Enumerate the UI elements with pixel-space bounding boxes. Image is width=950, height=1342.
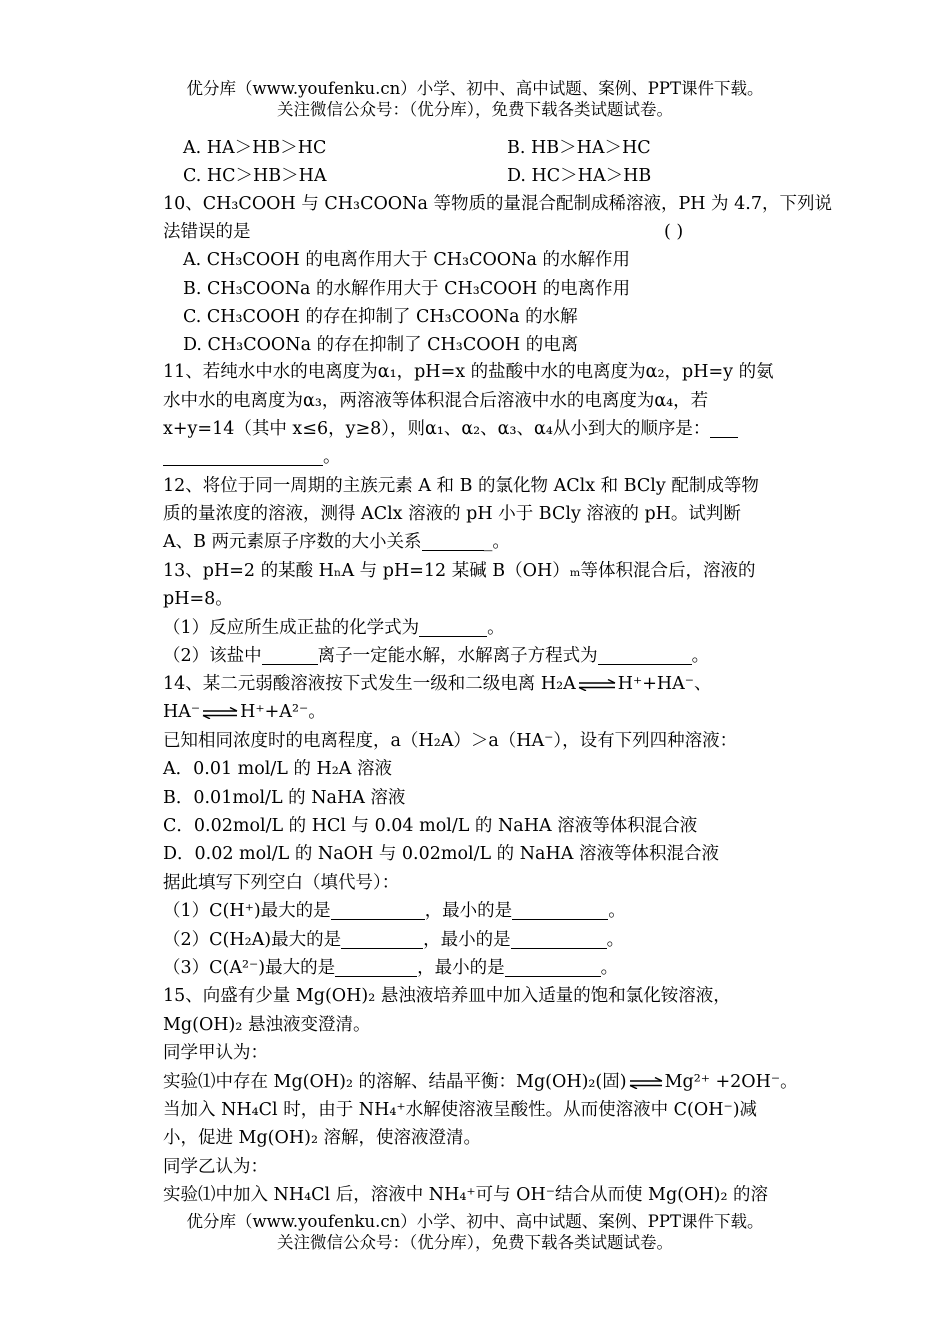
q10-option-a: A. CH₃COOH 的电离作用大于 CH₃COONa 的水解作用 bbox=[183, 250, 630, 270]
equilibrium-arrow-icon bbox=[578, 679, 616, 691]
q13-stem-line-1: 13、pH=2 的某酸 HₙA 与 pH=12 某碱 B（OH）ₘ等体积混合后，溶液的 bbox=[163, 561, 756, 581]
footer-line-2: 关注微信公众号：（优分库），免费下载各类试题试卷。 bbox=[277, 1233, 673, 1252]
q14-fill-2-text: （2）C(H₂A)最大的是 bbox=[163, 930, 342, 950]
q14-stem-line-2 bbox=[163, 700, 326, 724]
q14-option-b: B．0.01mol/L 的 NaHA 溶液 bbox=[163, 788, 406, 808]
q10-stem-line-2: 法错误的是 bbox=[163, 222, 251, 242]
q11-answer-blank-start[interactable] bbox=[710, 419, 738, 438]
q14-fill-2-end: 。 bbox=[606, 930, 625, 950]
q15-jia-line-3: 小，促进 Mg(OH)₂ 溶解，使溶液澄清。 bbox=[163, 1128, 482, 1148]
q13-sub-1-end: 。 bbox=[487, 618, 505, 638]
q11-answer-blank[interactable] bbox=[163, 447, 323, 466]
q14-option-c: C．0.02mol/L 的 HCl 与 0.04 mol/L 的 NaHA 溶液等体积混合液 bbox=[163, 816, 698, 836]
q12-end-punct: _。 bbox=[483, 532, 510, 552]
q13-equation-blank[interactable] bbox=[598, 646, 692, 665]
q15-jia-equilibrium-text: 实验⑴中存在 Mg(OH)₂ 的溶解、结晶平衡：Mg(OH)₂(固) bbox=[163, 1072, 627, 1092]
q14-stem-text: 14、某二元弱酸溶液按下式发生一级和二级电离 H₂A bbox=[163, 674, 576, 694]
q13-sub-2-end: 。 bbox=[691, 646, 710, 666]
q14-fill-3-mid: ，最小的是 bbox=[417, 958, 505, 978]
q13-sub-1-text: （1）反应所生成正盐的化学式为 bbox=[163, 618, 420, 638]
q10-option-d: D. CH₃COONa 的存在抑制了 CH₃COOH 的电离 bbox=[183, 335, 579, 355]
q9-option-b: B. HB＞HA＞HC bbox=[507, 138, 651, 158]
q13-stem-line-2: pH=8。 bbox=[163, 589, 233, 609]
q14-option-a: A．0.01 mol/L 的 H₂A 溶液 bbox=[163, 759, 393, 779]
q14-second-ionization-products: H⁺+A²⁻。 bbox=[240, 702, 326, 722]
q14-fill-2-mid: ，最小的是 bbox=[423, 930, 511, 950]
q13-sub-2-text-a: （2）该盐中 bbox=[163, 646, 262, 666]
q12-stem-line-1: 12、将位于同一周期的主族元素 A 和 B 的氯化物 AClx 和 BCly 配制成等物 bbox=[163, 476, 759, 496]
q15-stem-line-2: Mg(OH)₂ 悬浊液变澄清。 bbox=[163, 1015, 371, 1035]
q10-answer-paren: ( ) bbox=[664, 222, 684, 242]
q14-fill-3-end: 。 bbox=[600, 958, 619, 978]
q14-fill-2 bbox=[163, 928, 624, 952]
q14-h-max-blank[interactable] bbox=[331, 901, 425, 920]
q14-h-min-blank[interactable] bbox=[512, 901, 608, 920]
q10-stem-line-1: 10、CH₃COOH 与 CH₃COONa 等物质的量混合配制成稀溶液，PH 为 4.7，下列说 bbox=[163, 194, 832, 214]
q14-h2a-max-blank[interactable] bbox=[341, 930, 423, 949]
q14-fill-1 bbox=[163, 899, 626, 923]
q15-yi-line-1: 实验⑴中加入 NH₄Cl 后，溶液中 NH₄⁺可与 OH⁻结合从而使 Mg(OH)₂ 的溶 bbox=[163, 1185, 769, 1205]
q9-option-d: D. HC＞HA＞HB bbox=[507, 166, 652, 186]
q14-a2-max-blank[interactable] bbox=[335, 958, 417, 977]
q11-stem-text: x+y=14（其中 x≤6，y≥8），则α₁、α₂、α₃、α₄从小到大的顺序是： bbox=[163, 419, 711, 439]
q14-h2a-min-blank[interactable] bbox=[511, 930, 607, 949]
q14-fill-3 bbox=[163, 956, 618, 980]
equilibrium-arrow-icon bbox=[202, 707, 238, 719]
q14-first-ionization-products: H⁺+HA⁻、 bbox=[617, 674, 712, 694]
q12-stem-line-2: 质的量浓度的溶液，测得 AClx 溶液的 pH 小于 BCly 溶液的 pH。试判断 bbox=[163, 504, 741, 524]
q14-fill-1-mid: ，最小的是 bbox=[424, 901, 513, 921]
q15-jia-line-1 bbox=[163, 1070, 798, 1094]
q13-sub-2-text-b: 离子一定能水解，水解离子方程式为 bbox=[317, 646, 598, 666]
q14-fill-1-text: （1）C(H⁺)最大的是 bbox=[163, 901, 331, 921]
q9-option-a: A. HA＞HB＞HC bbox=[183, 138, 327, 158]
header-line-1: 优分库（www.youfenku.cn）小学、初中、高中试题、案例、PPT课件下载。 bbox=[186, 79, 764, 98]
q14-fill-3-text: （3）C(A²⁻)最大的是 bbox=[163, 958, 336, 978]
header-line-2: 关注微信公众号：（优分库），免费下载各类试题试卷。 bbox=[277, 100, 673, 119]
q10-option-c: C. CH₃COOH 的存在抑制了 CH₃COONa 的水解 bbox=[183, 307, 578, 327]
q15-student-jia-label: 同学甲认为： bbox=[163, 1043, 268, 1063]
q14-a2-min-blank[interactable] bbox=[505, 958, 601, 977]
q11-end-punct: 。 bbox=[323, 447, 341, 467]
q15-jia-equilibrium-products: Mg²⁺ +2OH⁻。 bbox=[664, 1072, 798, 1092]
q14-stem-line-1 bbox=[163, 672, 712, 696]
q11-stem-line-1: 11、若纯水中水的电离度为α₁，pH=x 的盐酸中水的电离度为α₂，pH=y 的氨 bbox=[163, 362, 774, 382]
q14-option-d: D．0.02 mol/L 的 NaOH 与 0.02mol/L 的 NaHA 溶液等体积混合液 bbox=[163, 844, 719, 864]
q9-option-c: C. HC＞HB＞HA bbox=[183, 166, 327, 186]
q14-ha-ion: HA⁻ bbox=[163, 702, 201, 722]
q14-fill-1-end: 。 bbox=[608, 901, 626, 921]
q10-option-b: B. CH₃COONa 的水解作用大于 CH₃COOH 的电离作用 bbox=[183, 279, 631, 299]
q13-ion-blank[interactable] bbox=[262, 646, 318, 665]
q13-salt-formula-blank[interactable] bbox=[419, 618, 487, 637]
q11-stem-line-3 bbox=[163, 417, 738, 441]
equilibrium-arrow-icon bbox=[629, 1077, 663, 1089]
q15-jia-line-2: 当加入 NH₄Cl 时，由于 NH₄⁺水解使溶液呈酸性。从而使溶液中 C(OH⁻)减 bbox=[163, 1100, 758, 1120]
q13-sub-2 bbox=[163, 644, 709, 668]
q12-stem-line-3 bbox=[163, 530, 510, 554]
q12-answer-blank[interactable] bbox=[422, 532, 484, 551]
q14-instruction: 据此填写下列空白（填代号）： bbox=[163, 873, 400, 893]
q15-stem-line-1: 15、向盛有少量 Mg(OH)₂ 悬浊液培养皿中加入适量的饱和氯化铵溶液， bbox=[163, 986, 731, 1006]
q12-stem-text: A、B 两元素原子序数的大小关系 bbox=[163, 532, 422, 552]
footer-line-1: 优分库（www.youfenku.cn）小学、初中、高中试题、案例、PPT课件下载。 bbox=[186, 1212, 764, 1231]
q13-sub-1 bbox=[163, 616, 505, 640]
q14-stem-line-3: 已知相同浓度时的电离程度，a（H₂A）＞a（HA⁻），设有下列四种溶液： bbox=[163, 731, 738, 751]
q11-stem-line-2: 水中水的电离度为α₃，两溶液等体积混合后溶液中水的电离度为α₄，若 bbox=[163, 391, 709, 411]
q11-stem-line-4 bbox=[163, 445, 341, 469]
q15-student-yi-label: 同学乙认为： bbox=[163, 1157, 268, 1177]
